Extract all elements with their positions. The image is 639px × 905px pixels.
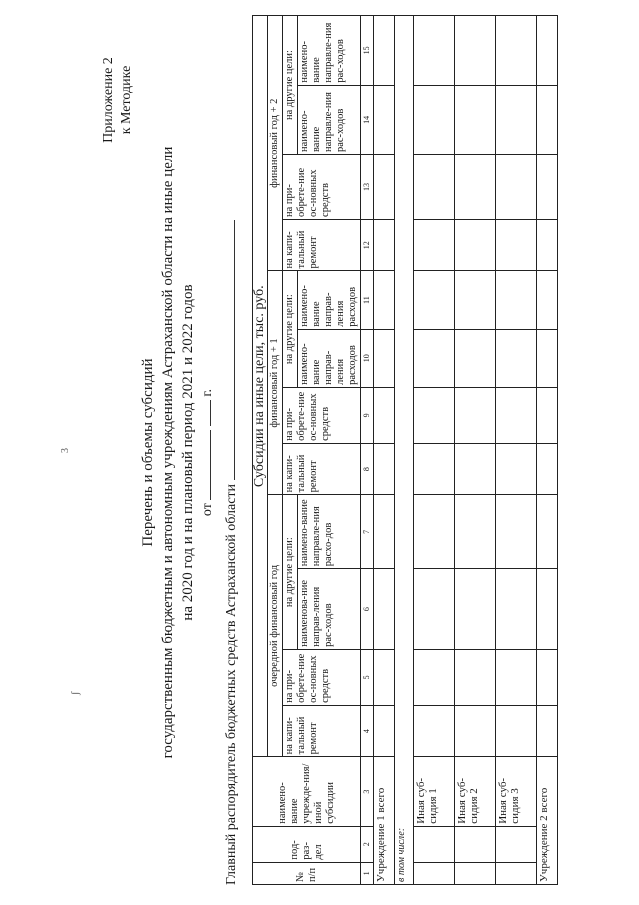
table-row-subsidy-1 <box>414 16 455 885</box>
cell <box>537 85 558 154</box>
cell <box>496 155 537 220</box>
cell <box>414 219 455 271</box>
cell <box>455 271 496 329</box>
appendix-label <box>100 35 136 165</box>
col-number: 9 <box>361 387 374 443</box>
y2-other: на другие цели: <box>283 271 298 387</box>
cell <box>496 329 537 387</box>
col-number: 13 <box>361 155 374 220</box>
cell <box>414 705 455 757</box>
cell <box>374 495 395 569</box>
cell <box>537 705 558 757</box>
title-line-1: Перечень и объемы субсидий <box>140 358 156 547</box>
cell <box>496 705 537 757</box>
appendix-line-1: Приложение 2 <box>101 57 116 143</box>
cell <box>455 495 496 569</box>
main-manager-label: Главный распорядитель бюджетных средств Астраханской области <box>224 483 239 885</box>
cell <box>374 271 395 329</box>
cell <box>374 705 395 757</box>
cell <box>537 219 558 271</box>
header-row-1 <box>253 16 268 885</box>
y3-other: на другие цели: <box>283 16 298 155</box>
y1-other-1: наименова-ние направ-ления рас-ходов <box>298 569 361 650</box>
col-number: 2 <box>361 826 374 862</box>
cell <box>496 219 537 271</box>
date-blank <box>198 430 211 500</box>
cell <box>496 862 537 884</box>
y2-other-2: наимено-вание направ-ления расходов <box>298 271 361 329</box>
col-number: 8 <box>361 443 374 495</box>
cell <box>455 569 496 650</box>
cell <box>414 271 455 329</box>
y1-other: на другие цели: <box>283 495 298 650</box>
cell <box>455 649 496 705</box>
y2-acquisition: на при-обрете-ние ос-новных средств <box>283 387 361 443</box>
col-number: 1 <box>361 862 374 884</box>
cell <box>496 569 537 650</box>
cell <box>496 387 537 443</box>
title-line-3: на 2020 год и на плановый период 2021 и 2022 годов <box>180 284 196 621</box>
cell <box>374 443 395 495</box>
cell <box>414 329 455 387</box>
cell <box>455 826 496 862</box>
cell <box>496 649 537 705</box>
cell <box>537 443 558 495</box>
cell <box>455 443 496 495</box>
cell <box>414 443 455 495</box>
col-subsection-header: под-раз-дел <box>253 826 361 862</box>
table-row-institution-1 <box>374 16 395 885</box>
cell <box>537 649 558 705</box>
table-row-including <box>395 16 414 885</box>
cell <box>374 219 395 271</box>
cell <box>455 16 496 86</box>
group-header: Субсидии на иные цели, тыс. руб. <box>253 16 268 757</box>
main-manager-line <box>222 220 240 885</box>
y2-capital-repair: на капи-тальный ремонт <box>283 443 361 495</box>
col-number: 4 <box>361 705 374 757</box>
cell <box>455 219 496 271</box>
cell <box>414 649 455 705</box>
cell <box>455 862 496 884</box>
col-number: 11 <box>361 271 374 329</box>
col-number: 7 <box>361 495 374 569</box>
cell <box>455 85 496 154</box>
date-suffix: г. <box>200 388 215 397</box>
date-line <box>198 0 216 905</box>
subsidy-3-label: Иная суб-сидия 3 <box>496 757 537 826</box>
cell <box>537 569 558 650</box>
cell <box>414 155 455 220</box>
year-header-2: финансовый год + 1 <box>268 271 283 495</box>
cell <box>414 85 455 154</box>
cell <box>414 387 455 443</box>
cell <box>496 495 537 569</box>
including-label: в том числе: <box>395 16 414 885</box>
cell <box>414 862 455 884</box>
cell <box>537 495 558 569</box>
column-numbers-row <box>361 16 374 885</box>
page-mark-left: ʃ <box>70 691 81 695</box>
cell <box>537 387 558 443</box>
col-number: 14 <box>361 85 374 154</box>
col-name-header: наимено-вание учрежде-ния/иной субсидии <box>253 757 361 826</box>
y1-acquisition: на при-обрете-ние ос-новных средств <box>283 649 361 705</box>
subsidy-1-label: Иная суб-сидия 1 <box>414 757 455 826</box>
cell <box>496 85 537 154</box>
cell <box>374 329 395 387</box>
cell <box>537 155 558 220</box>
y1-capital-repair: на капи-тальный ремонт <box>283 705 361 757</box>
page-mark-top: 3 <box>60 448 71 453</box>
col-number: 6 <box>361 569 374 650</box>
year-header-3: финансовый год + 2 <box>268 16 283 271</box>
cell <box>496 443 537 495</box>
col-number: 3 <box>361 757 374 826</box>
cell <box>414 16 455 86</box>
cell <box>414 495 455 569</box>
main-manager-blank <box>222 220 235 480</box>
subsidies-table <box>252 15 558 885</box>
cell <box>414 826 455 862</box>
cell <box>414 569 455 650</box>
cell <box>374 569 395 650</box>
y3-other-2: наимено-вание направле-ния рас-ходов <box>298 16 361 86</box>
subsidy-2-label: Иная суб-сидия 2 <box>455 757 496 826</box>
col-number: 12 <box>361 219 374 271</box>
date-prefix: от <box>200 503 215 517</box>
y3-acquisition: на при-обрете-ние ос-новных средств <box>283 155 361 220</box>
y3-other-1: наимено-вание направле-ния рас-ходов <box>298 85 361 154</box>
table-row-subsidy-2 <box>455 16 496 885</box>
header-row-2 <box>268 16 283 885</box>
y3-capital-repair: на капи-тальный ремонт <box>283 219 361 271</box>
cell <box>537 271 558 329</box>
col-number: 15 <box>361 16 374 86</box>
col-num-header: № п/п <box>253 862 361 884</box>
cell <box>374 85 395 154</box>
year-header-1: очередной финансовый год <box>268 495 283 757</box>
y1-other-2: наимено-вание направле-ния расхо-дов <box>298 495 361 569</box>
institution-2-label: Учреждение 2 всего <box>537 757 558 885</box>
table-row-subsidy-3 <box>496 16 537 885</box>
cell <box>537 329 558 387</box>
cell <box>455 329 496 387</box>
cell <box>374 16 395 86</box>
year-blank <box>198 400 211 426</box>
cell <box>374 387 395 443</box>
cell <box>496 16 537 86</box>
cell <box>537 16 558 86</box>
header-row-3 <box>283 16 298 885</box>
cell <box>455 705 496 757</box>
cell <box>374 155 395 220</box>
col-number: 5 <box>361 649 374 705</box>
cell <box>455 387 496 443</box>
col-number: 10 <box>361 329 374 387</box>
appendix-line-2: к Методике <box>119 65 134 135</box>
cell <box>496 271 537 329</box>
table-row-institution-2 <box>537 16 558 885</box>
y2-other-1: наимено-вание направ-ления расходов <box>298 329 361 387</box>
title-line-2: государственным бюджетным и автономным учреждениям Астраханской области на иные цели <box>160 146 176 759</box>
cell <box>496 826 537 862</box>
cell <box>374 649 395 705</box>
institution-1-label: Учреждение 1 всего <box>374 757 395 885</box>
cell <box>455 155 496 220</box>
